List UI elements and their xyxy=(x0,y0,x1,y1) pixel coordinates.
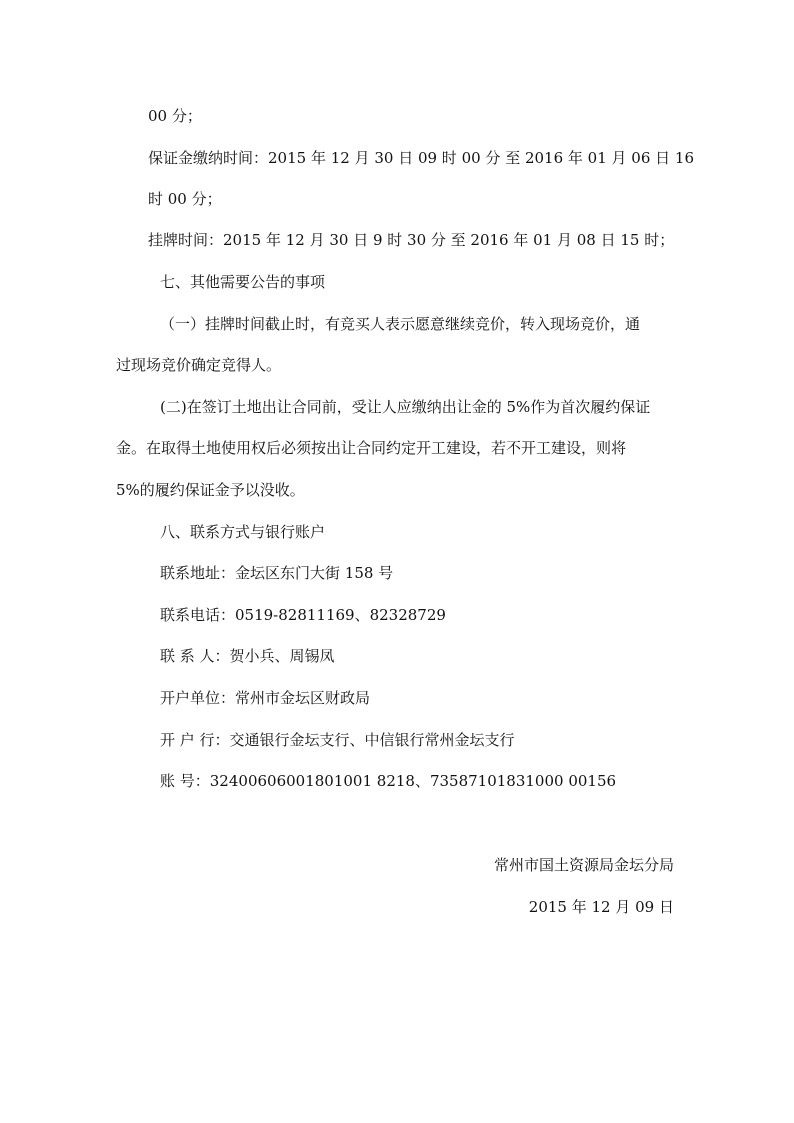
text-line-item-two-cont: 金。在取得土地使用权后必须按出让合同约定开工建设，若不开工建设，则将 xyxy=(116,439,627,457)
text-line-item-two-end: 5%的履约保证金予以没收。 xyxy=(116,481,305,499)
text-line-item-two: (二)在签订土地出让合同前，受让人应缴纳出让金的 5%作为首次履约保证 xyxy=(160,398,651,416)
section-heading-contact: 八、联系方式与银行账户 xyxy=(160,523,326,541)
text-line-listing-time: 挂牌时间：2015 年 12 月 30 日 9 时 30 分 至 2016 年 01 月 08 日 15 时； xyxy=(148,231,675,249)
contact-address: 联系地址：金坛区东门大街 158 号 xyxy=(160,564,394,582)
text-line-deposit-time-end: 时 00 分； xyxy=(148,190,222,208)
issue-date: 2015 年 12 月 09 日 xyxy=(528,898,674,916)
contact-phone: 联系电话：0519-82811169、82328729 xyxy=(160,606,446,624)
text-line-item-one: （一）挂牌时间截止时，有竞买人表示愿意继续竞价，转入现场竞价，通 xyxy=(160,315,641,333)
contact-person: 联 系 人：贺小兵、周锡凤 xyxy=(160,647,335,665)
account-bank: 开 户 行：交通银行金坛支行、中信银行常州金坛支行 xyxy=(160,731,515,749)
text-line-item-one-cont: 过现场竞价确定竞得人。 xyxy=(116,356,282,374)
text-line-deposit-time: 保证金缴纳时间：2015 年 12 月 30 日 09 时 00 分 至 2016 年 01 月 06 日 16 xyxy=(148,149,695,167)
issuer-signature: 常州市国土资源局金坛分局 xyxy=(493,856,674,874)
account-holder: 开户单位：常州市金坛区财政局 xyxy=(160,689,371,707)
account-number: 账 号：32400606001801001 8218、73587101831000 00156 xyxy=(160,772,617,790)
text-line-deadline-minutes: 00 分； xyxy=(148,107,202,125)
section-heading-other-matters: 七、其他需要公告的事项 xyxy=(160,273,326,291)
